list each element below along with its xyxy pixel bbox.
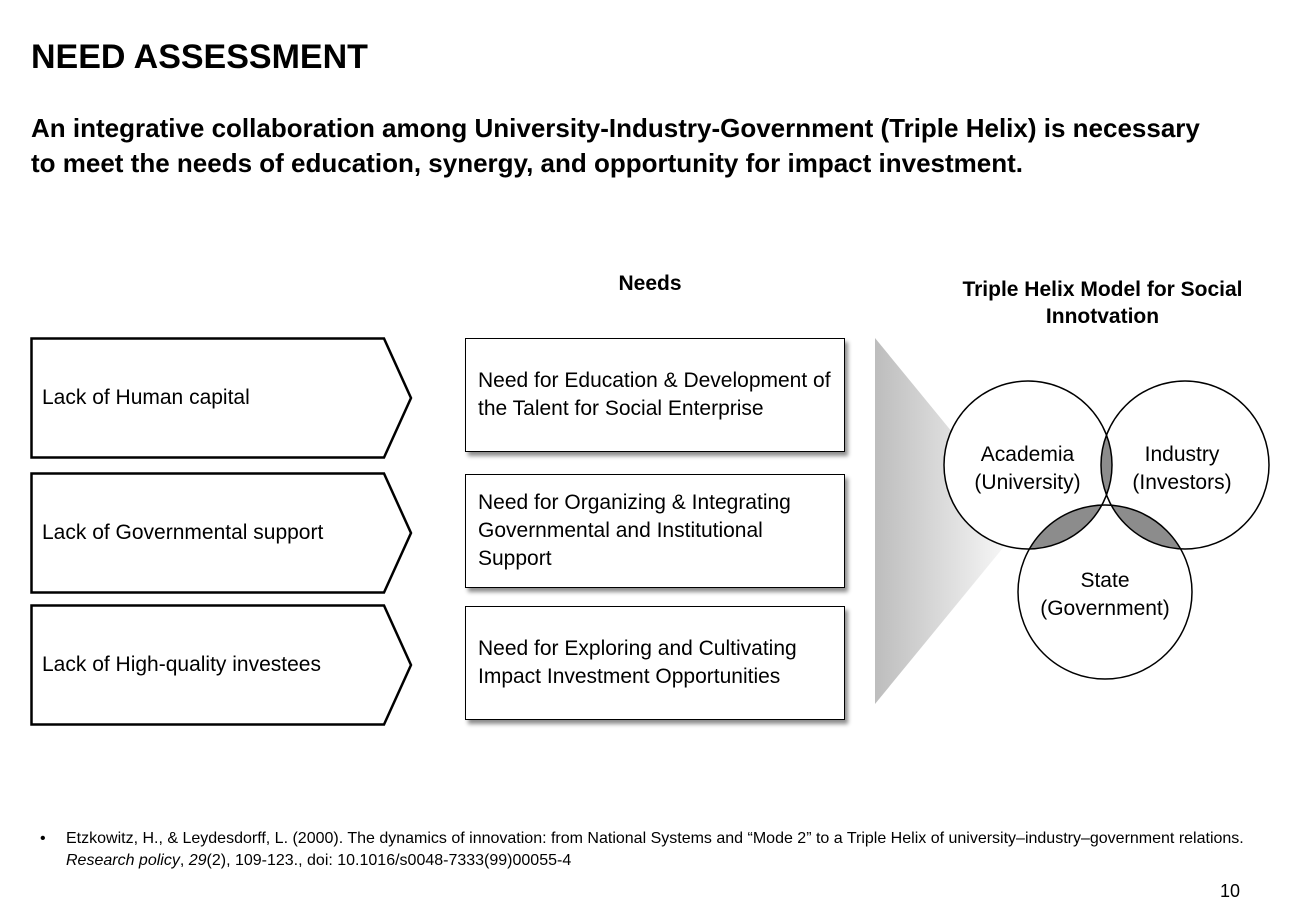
model-header: Triple Helix Model for Social Innotvation	[962, 278, 1243, 328]
reference-text	[66, 828, 1270, 872]
page-number: 10	[1219, 881, 1240, 901]
state-label-line2: (Government)	[1040, 597, 1170, 620]
academia-label-line2: (University)	[974, 471, 1081, 494]
reference-authors-title: Etzkowitz, H., & Leydesdorff, L. (2000). The dynamics of innovation: from National Systems and “Mode 2” to a Triple Helix of university–industry–government relations.	[66, 830, 1244, 847]
reference-pages-doi: (2), 109-123., doi: 10.1016/s0048-7333(99)00055-4	[206, 852, 572, 869]
industry-label	[1112, 441, 1252, 497]
industry-label-line1: Industry	[1144, 443, 1220, 466]
lack-investees-chevron	[30, 604, 414, 726]
need-box-education	[465, 338, 845, 452]
state-label	[1025, 567, 1185, 623]
slide-subtitle: An integrative collaboration among University-Industry-Government (Triple Helix) is necessary to meet the needs of education, synergy, and opportunity for impact investment.	[31, 113, 1200, 178]
need-label: Need for Education & Development of the Talent for Social Enterprise	[478, 369, 831, 420]
lack-label: Lack of High-quality investees	[42, 653, 321, 676]
bullet: •	[40, 830, 46, 847]
needs-header: Needs	[618, 272, 682, 295]
reference-citation	[40, 828, 1270, 872]
state-label-line1: State	[1080, 569, 1130, 592]
academia-label	[955, 441, 1100, 497]
lack-governmental-support-chevron	[30, 472, 414, 594]
need-label: Need for Exploring and Cultivating Impact Investment Opportunities	[478, 637, 797, 688]
lack-label: Lack of Governmental support	[42, 521, 324, 544]
industry-label-line2: (Investors)	[1132, 471, 1232, 494]
need-box-governmental	[465, 474, 845, 588]
lack-label: Lack of Human capital	[42, 386, 250, 409]
slide-title: NEED ASSESSMENT	[31, 38, 368, 76]
reference-volume: 29	[188, 852, 207, 869]
need-label: Need for Organizing & Integrating Governmental and Institutional Support	[478, 491, 791, 570]
academia-label-line1: Academia	[980, 443, 1075, 466]
need-box-investment	[465, 606, 845, 720]
triple-helix-diagram	[870, 330, 1280, 710]
lack-human-capital-chevron	[30, 337, 414, 459]
reference-journal: Research policy	[66, 852, 180, 869]
reference-separator: ,	[179, 852, 189, 869]
